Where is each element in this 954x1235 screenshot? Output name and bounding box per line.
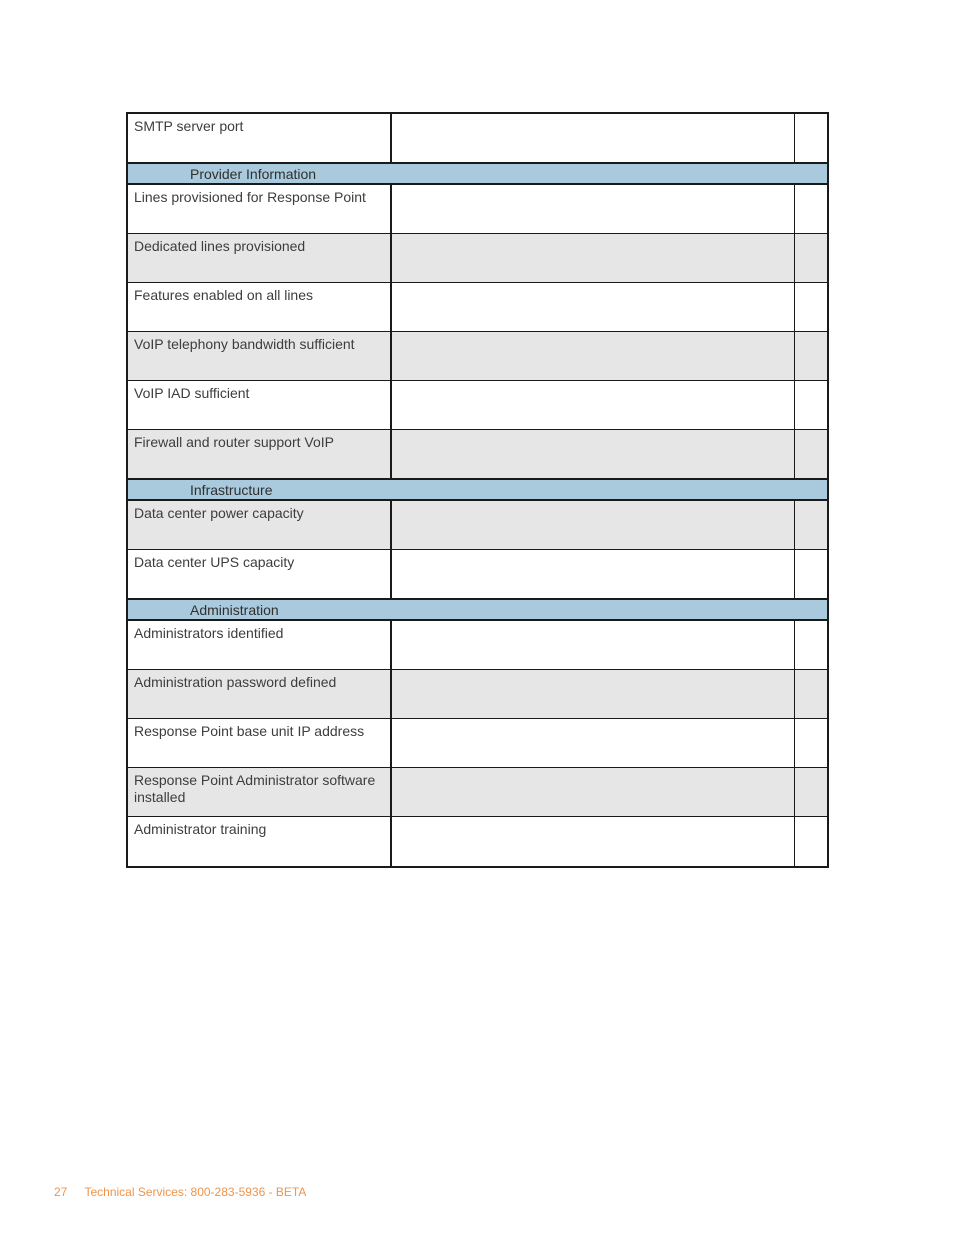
check-cell bbox=[795, 185, 827, 233]
row-label: Response Point Administrator software installed bbox=[128, 768, 392, 816]
check-cell bbox=[795, 114, 827, 162]
checklist-table bbox=[126, 112, 829, 868]
row-label: Data center power capacity bbox=[128, 501, 392, 549]
page-footer bbox=[54, 1185, 306, 1199]
check-cell bbox=[795, 768, 827, 816]
table-row bbox=[128, 114, 827, 163]
table-row bbox=[128, 283, 827, 332]
notes-cell bbox=[392, 817, 795, 866]
row-label: Administration password defined bbox=[128, 670, 392, 718]
table-row bbox=[128, 381, 827, 430]
row-label: Administrators identified bbox=[128, 621, 392, 669]
row-label: SMTP server port bbox=[128, 114, 392, 162]
table-row bbox=[128, 185, 827, 234]
notes-cell bbox=[392, 185, 795, 233]
table-row bbox=[128, 430, 827, 479]
notes-cell bbox=[392, 234, 795, 282]
check-cell bbox=[795, 283, 827, 331]
notes-cell bbox=[392, 768, 795, 816]
table-row bbox=[128, 332, 827, 381]
table-row bbox=[128, 817, 827, 866]
check-cell bbox=[795, 332, 827, 380]
section-header-infrastructure: Infrastructure bbox=[128, 479, 827, 501]
row-label: VoIP IAD sufficient bbox=[128, 381, 392, 429]
notes-cell bbox=[392, 719, 795, 767]
notes-cell bbox=[392, 621, 795, 669]
row-label: Lines provisioned for Response Point bbox=[128, 185, 392, 233]
table-row bbox=[128, 501, 827, 550]
table-row bbox=[128, 550, 827, 599]
check-cell bbox=[795, 621, 827, 669]
page-number: 27 bbox=[54, 1185, 68, 1199]
notes-cell bbox=[392, 381, 795, 429]
notes-cell bbox=[392, 550, 795, 598]
check-cell bbox=[795, 719, 827, 767]
row-label: Firewall and router support VoIP bbox=[128, 430, 392, 478]
table-row bbox=[128, 621, 827, 670]
check-cell bbox=[795, 670, 827, 718]
row-label: Response Point base unit IP address bbox=[128, 719, 392, 767]
row-label: Data center UPS capacity bbox=[128, 550, 392, 598]
row-label: Dedicated lines provisioned bbox=[128, 234, 392, 282]
notes-cell bbox=[392, 283, 795, 331]
table-row bbox=[128, 234, 827, 283]
check-cell bbox=[795, 381, 827, 429]
check-cell bbox=[795, 817, 827, 866]
check-cell bbox=[795, 430, 827, 478]
notes-cell bbox=[392, 430, 795, 478]
table-row bbox=[128, 670, 827, 719]
notes-cell bbox=[392, 670, 795, 718]
table-row bbox=[128, 719, 827, 768]
row-label: VoIP telephony bandwidth sufficient bbox=[128, 332, 392, 380]
notes-cell bbox=[392, 114, 795, 162]
row-label: Administrator training bbox=[128, 817, 392, 866]
check-cell bbox=[795, 234, 827, 282]
footer-text: Technical Services: 800-283-5936 - BETA bbox=[84, 1185, 307, 1199]
row-label: Features enabled on all lines bbox=[128, 283, 392, 331]
table-row bbox=[128, 768, 827, 817]
notes-cell bbox=[392, 501, 795, 549]
notes-cell bbox=[392, 332, 795, 380]
section-header-administration: Administration bbox=[128, 599, 827, 621]
check-cell bbox=[795, 501, 827, 549]
section-header-provider-information: Provider Information bbox=[128, 163, 827, 185]
check-cell bbox=[795, 550, 827, 598]
